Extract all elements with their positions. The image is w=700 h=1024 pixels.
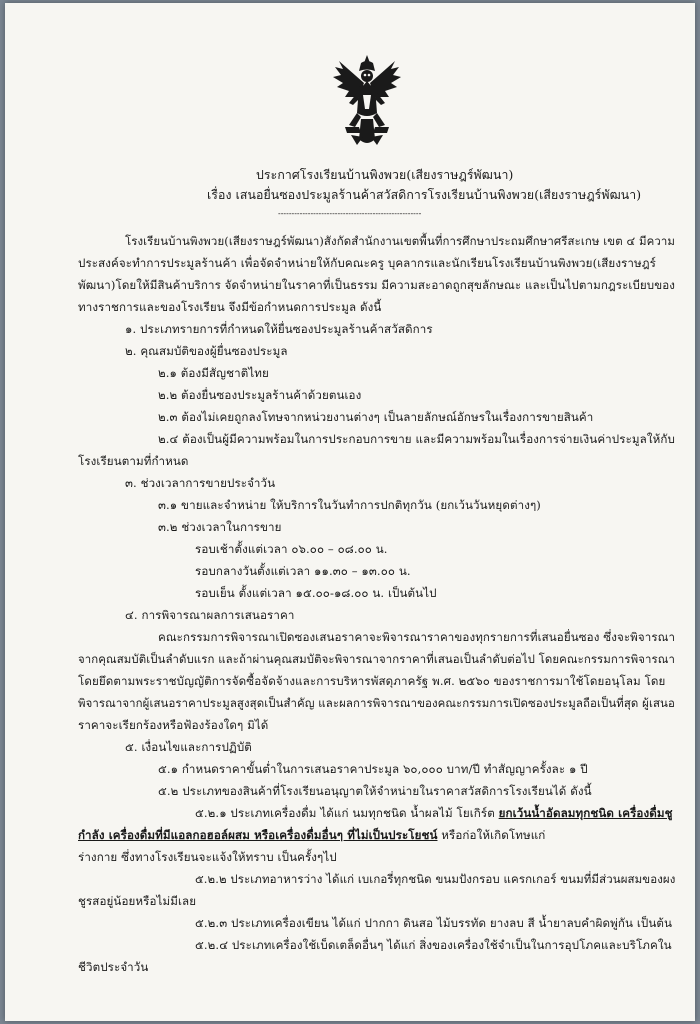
section-5-2-1: [195, 806, 673, 820]
section-5-2-4-cont: ชีวิตประจำวัน: [78, 960, 149, 974]
time-evening: รอบเย็น ตั้งแต่เวลา ๑๕.๐๐-๑๘.๐๐ น. เป็นต้นไป: [195, 586, 437, 600]
intro-line: พัฒนา)โดยให้มีสินค้าบริการ จัดจำหน่ายในราคาที่เป็นธรรม มีความสะอาดถูกสุขลักษณะ และเป็นไปตามกฎระเบียบของ: [78, 278, 676, 292]
title-separator: -----------------------------------------------------: [278, 209, 422, 218]
beverage-exception-cont: กำลัง เครื่องดื่มที่มีแอลกอฮอล์ผสม หรือเครื่องดื่มอื่นๆ ที่ไม่เป็นประโยชน์: [78, 828, 438, 842]
section-5-2: ๕.๒ ประเภทของสินค้าที่โรงเรียนอนุญาตให้จำหน่ายในราคาสวัสดิการโรงเรียนได้ ดังนี้: [158, 784, 592, 798]
time-morning: รอบเช้าตั้งแต่เวลา ๐๖.๐๐ – ๐๘.๐๐ น.: [195, 542, 388, 556]
section-5-2-1-cont: [78, 828, 545, 842]
section-4-line: โดยยึดตามพระราชบัญญัติการจัดซื้อจัดจ้างและการบริหารพัสดุภาครัฐ พ.ศ. ๒๕๖๐ ของราชการมาใช้โดยอนุโลม โดย: [78, 674, 666, 688]
section-2-4: ๒.๔ ต้องเป็นผู้มีความพร้อมในการประกอบการขาย และมีความพร้อมในเรื่องการจ่ายเงินค่าประมูลให้กับ: [158, 432, 675, 446]
section-2-1: ๒.๑ ต้องมีสัญชาติไทย: [158, 366, 269, 380]
intro-line: โรงเรียนบ้านพิงพวย(เสียงราษฎร์พัฒนา)สังกัดสำนักงานเขตพื้นที่การศึกษาประถมศึกษาศรีสะเกษ เขต ๔ มีความ: [125, 234, 676, 248]
section-5-2-1-end: ร่างกาย ซึ่งทางโรงเรียนจะแจ้งให้ทราบ เป็นครั้งๆไป: [78, 850, 337, 864]
section-1: ๑. ประเภทรายการที่กำหนดให้ยื่นซองประมูลร้านค้าสวัสดิการ: [125, 322, 433, 336]
intro-line: ทางราชการและของโรงเรียน จึงมีข้อกำหนดการประมูล ดังนี้: [78, 300, 382, 314]
section-4-line: จากคุณสมบัติเป็นลำดับแรก และถ้าผ่านคุณสมบัติจะพิจารณาจากราคาที่เสนอเป็นลำดับต่อไป โดยคณะกรรมการพิจารณา: [78, 652, 675, 666]
section-5-2-4: ๕.๒.๔ ประเภทเครื่องใช้เบ็ดเตล็ดอื่นๆ ได้แก่ สิ่งของเครื่องใช้จำเป็นในการอุปโภคและบริโภคใน: [195, 938, 672, 952]
document-subject: เรื่อง เสนอยื่นซองประมูลร้านค้าสวัสดิการโรงเรียนบ้านพิงพวย(เสียงราษฎร์พัฒนา): [207, 188, 642, 202]
section-2-3: ๒.๓ ต้องไม่เคยถูกลงโทษจากหน่วยงานต่างๆ เป็นลายลักษณ์อักษรในเรื่องการขายสินค้า: [158, 410, 594, 424]
document-title: ประกาศโรงเรียนบ้านพิงพวย(เสียงราษฎร์พัฒนา): [256, 168, 514, 182]
section-4: ๔. การพิจารณาผลการเสนอราคา: [125, 608, 295, 622]
section-5: ๕. เงื่อนไขและการปฏิบัติ: [125, 740, 252, 754]
section-4-line: คณะกรรมการพิจารณาเปิดซองเสนอราคาจะพิจารณาราคาของทุกรายการที่เสนอยื่นซอง ซึ่งจะพิจารณา: [158, 630, 676, 644]
section-5-2-2: ๕.๒.๒ ประเภทอาหารว่าง ได้แก่ เบเกอรี่ทุกชนิด ขนมปังกรอบ แครกเกอร์ ขนมที่มีส่วนผสมของผง: [195, 872, 676, 886]
beverage-allowed: ๕.๒.๑ ประเภทเครื่องดื่ม ได้แก่ นมทุกชนิด น้ำผลไม้ โยเกิร์ต: [195, 806, 499, 820]
section-5-2-3: ๕.๒.๓ ประเภทเครื่องเขียน ได้แก่ ปากกา ดินสอ ไม้บรรทัด ยางลบ สี น้ำยาลบคำผิดพู่กัน เป็นต้น: [195, 916, 673, 930]
section-4-line: ราคาจะเรียกร้องหรือฟ้องร้องใดๆ มิได้: [78, 718, 269, 732]
time-noon: รอบกลางวันตั้งแต่เวลา ๑๑.๓๐ – ๑๓.๐๐ น.: [195, 564, 411, 578]
section-2: ๒. คุณสมบัติของผู้ยื่นซองประมูล: [125, 344, 288, 358]
document-page: [5, 3, 695, 1021]
section-5-2-2-cont: ชูรสอยู่น้อยหรือไม่มีเลย: [78, 894, 197, 908]
section-3-2: ๓.๒ ช่วงเวลาในการขาย: [158, 520, 282, 534]
garuda-emblem-icon: [331, 53, 403, 149]
beverage-harm-text: หรือก่อให้เกิดโทษแก่: [437, 828, 546, 842]
section-2-4-cont: โรงเรียนตามที่กำหนด: [78, 454, 189, 468]
section-3-1: ๓.๑ ขายและจำหน่าย ให้บริการในวันทำการปกติทุกวัน (ยกเว้นวันหยุดต่างๆ): [158, 498, 541, 512]
section-4-line: พิจารณาจากผู้เสนอราคาประมูลสูงสุดเป็นสำคัญ และผลการพิจารณาของคณะกรรมการเปิดซองประมูลถือเป็นที่สุด ผู้เสนอ: [78, 696, 675, 710]
intro-line: ประสงค์จะทำการประมูลร้านค้า เพื่อจัดจำหน่ายให้กับคณะครู บุคลากรและนักเรียนโรงเรียนบ้านพิงพวย(เสียงราษฎร์: [78, 256, 656, 270]
beverage-exception: ยกเว้นน้ำอัดลมทุกชนิด เครื่องดื่มชู: [498, 806, 673, 820]
section-2-2: ๒.๒ ต้องยื่นซองประมูลร้านค้าด้วยตนเอง: [158, 388, 362, 402]
section-3: ๓. ช่วงเวลาการขายประจำวัน: [125, 476, 276, 490]
section-5-1: ๕.๑ กำหนดราคาขั้นต่ำในการเสนอราคาประมูล ๖๐,๐๐๐ บาท/ปี ทำสัญญาครั้งละ ๑ ปี: [158, 762, 588, 776]
